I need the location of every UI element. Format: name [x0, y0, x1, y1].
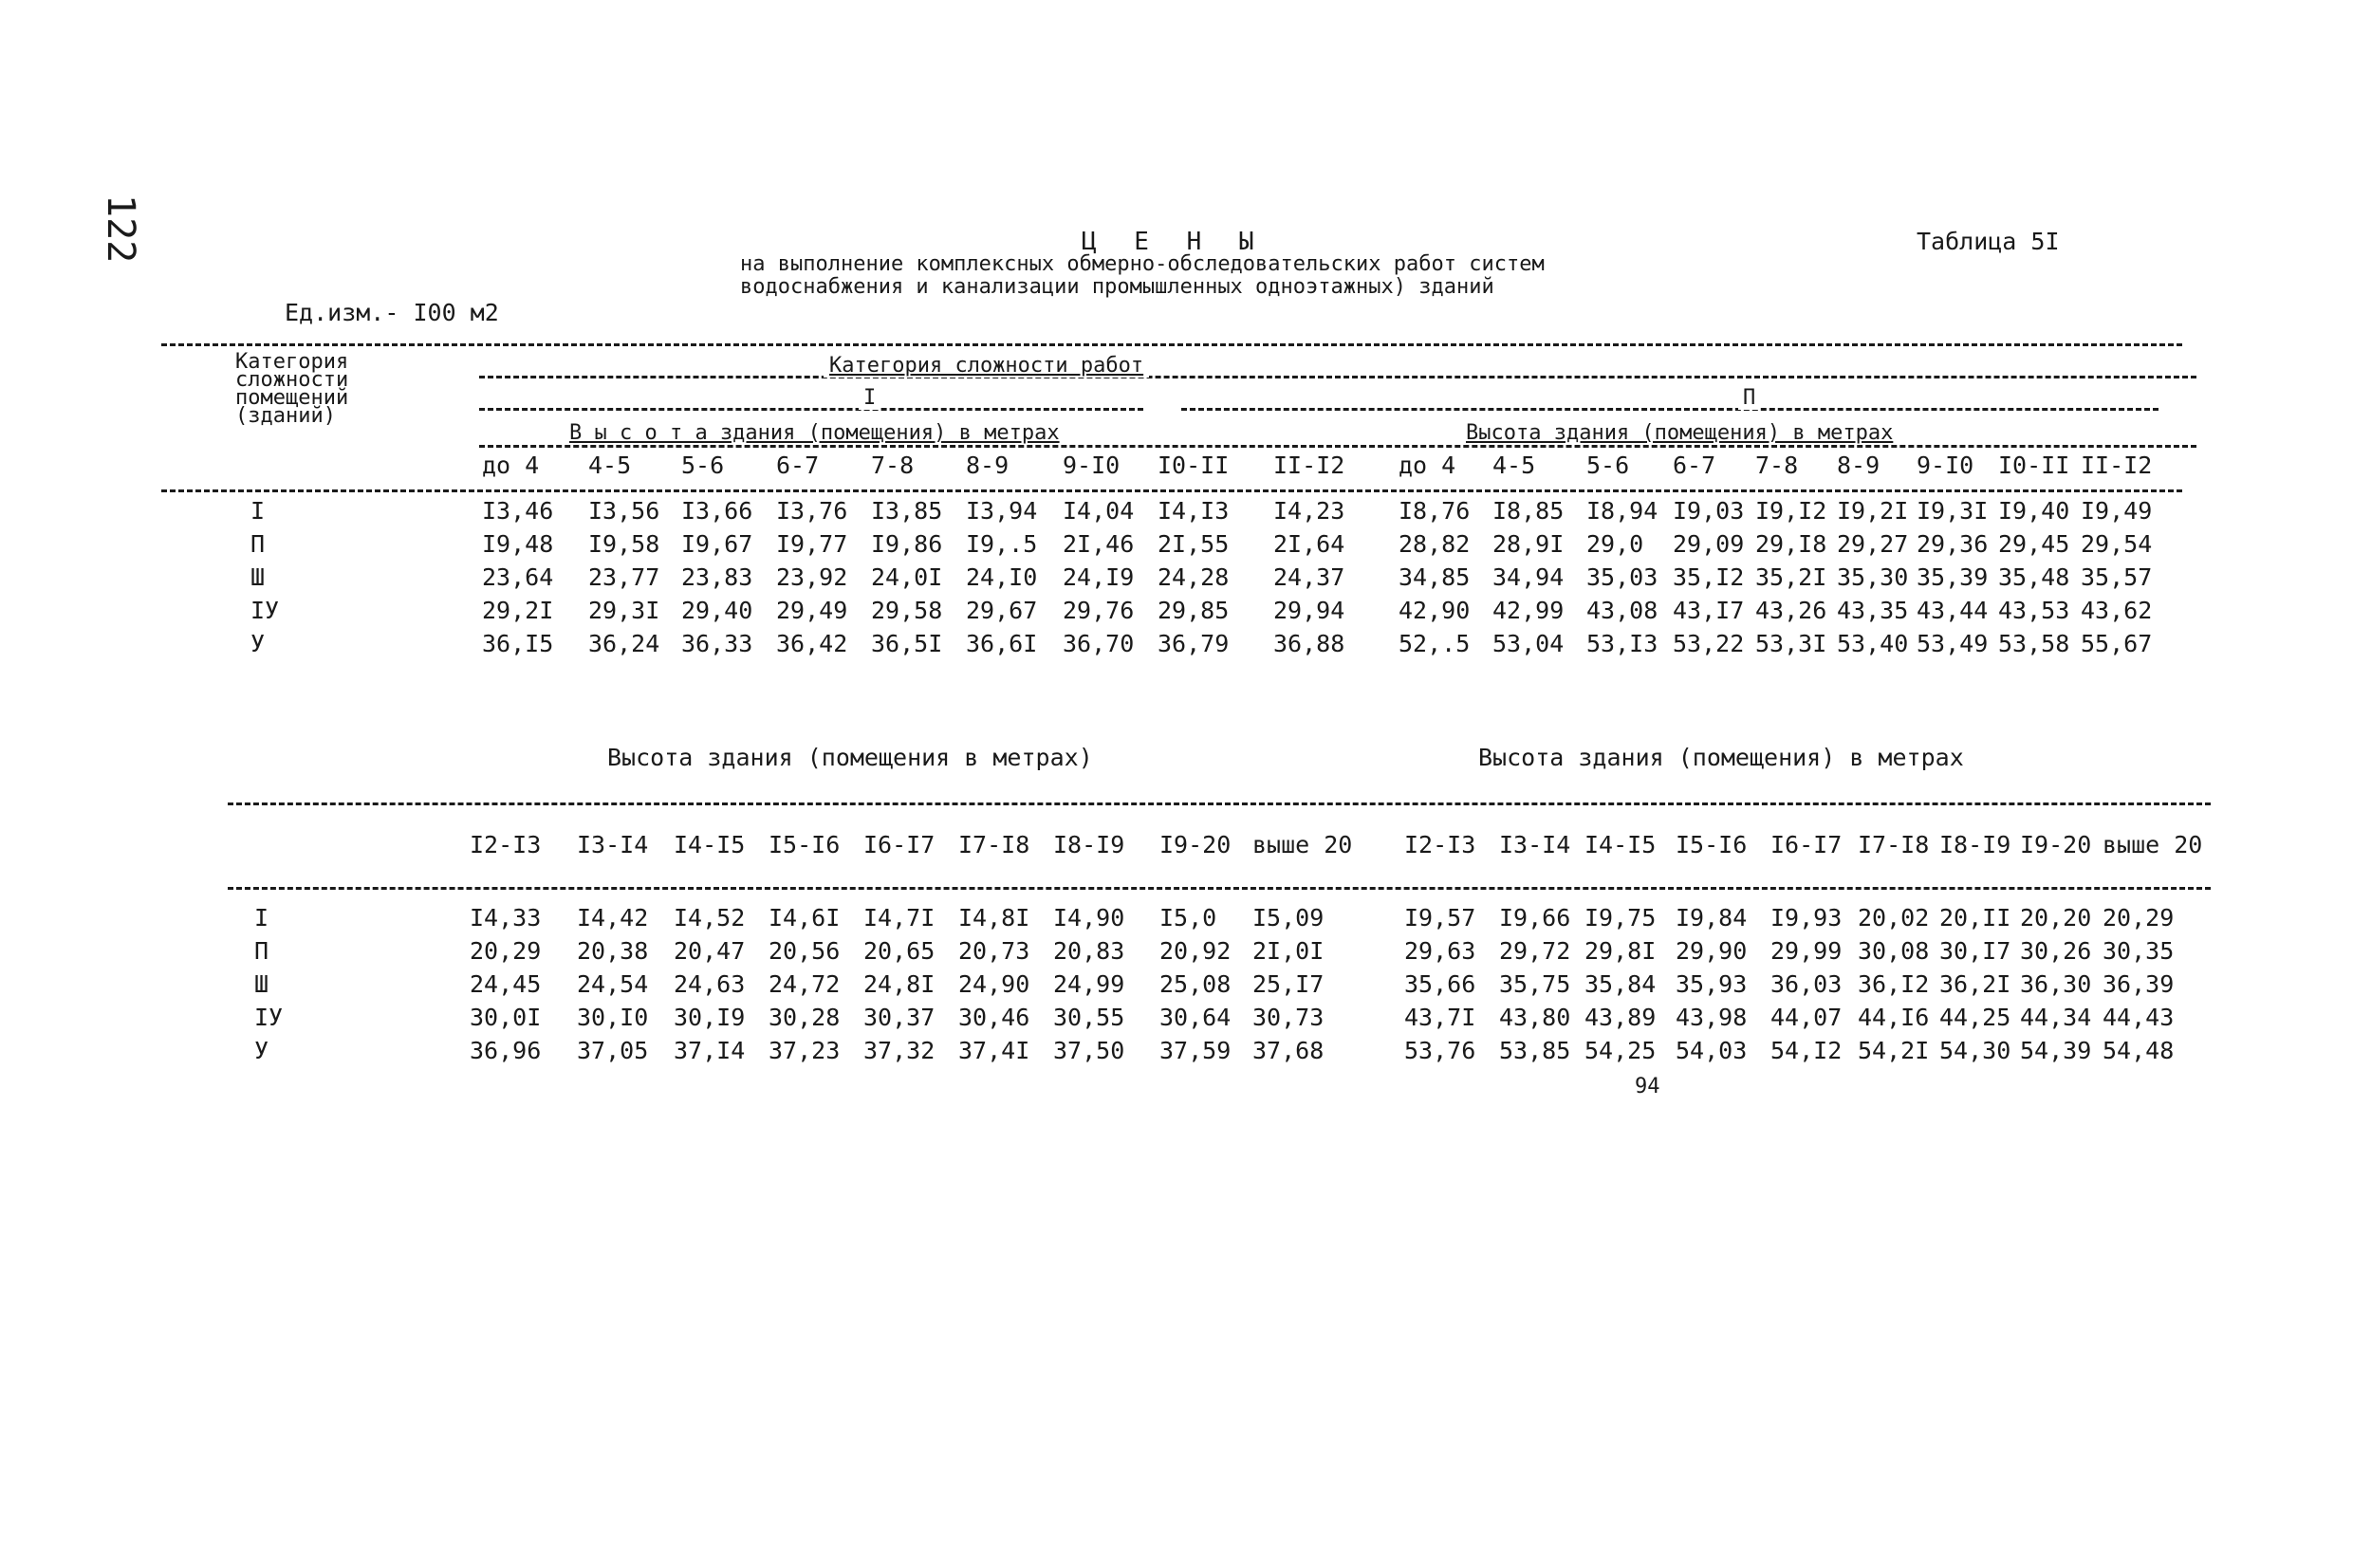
table-cell: 20,29	[2103, 904, 2175, 932]
table-cell: 53,40	[1837, 630, 1909, 657]
table-cell: 35,2I	[1755, 563, 1827, 591]
table-cell: 43,7I	[1404, 1004, 1476, 1031]
table-cell: 24,72	[769, 970, 841, 998]
table-cell: 44,I6	[1858, 1004, 1930, 1031]
table-cell: 29,49	[776, 597, 848, 624]
table-cell: 36,03	[1770, 970, 1843, 998]
table-cell: I9,75	[1584, 904, 1657, 932]
table-cell: 54,30	[1939, 1037, 2011, 1064]
table-cell: 54,39	[2020, 1037, 2092, 1064]
table-cell: 36,I5	[482, 630, 554, 657]
table-cell: 34,94	[1492, 563, 1565, 591]
divider	[228, 802, 2211, 805]
group-1-label: I	[859, 386, 880, 410]
column-header: I9-20	[2020, 831, 2092, 858]
table-cell: 29,09	[1673, 530, 1745, 558]
height-label-group-2: Высота здания (помещения) в метрах	[1461, 421, 1898, 445]
table-cell: 29,27	[1837, 530, 1909, 558]
table-cell: I9,57	[1404, 904, 1476, 932]
table-cell: 44,07	[1770, 1004, 1843, 1031]
table-cell: 20,47	[674, 937, 746, 965]
table-cell: 29,76	[1063, 597, 1135, 624]
table-cell: I4,I3	[1158, 497, 1230, 525]
table-cell: I9,86	[871, 530, 943, 558]
divider	[228, 887, 2211, 890]
table-cell: 29,36	[1917, 530, 1989, 558]
table-cell: 36,2I	[1939, 970, 2011, 998]
row-label: Ш	[250, 563, 266, 591]
table-cell: 30,55	[1053, 1004, 1125, 1031]
table-cell: 29,94	[1273, 597, 1345, 624]
table-cell: 20,56	[769, 937, 841, 965]
table-cell: 20,65	[863, 937, 936, 965]
table-cell: I4,42	[577, 904, 649, 932]
table-cell: I9,84	[1676, 904, 1748, 932]
column-header: I3-I4	[577, 831, 649, 858]
table-cell: 23,83	[681, 563, 753, 591]
table-cell: 29,I8	[1755, 530, 1827, 558]
table-cell: 37,05	[577, 1037, 649, 1064]
table-cell: 35,93	[1676, 970, 1748, 998]
column-header: I4-I5	[674, 831, 746, 858]
table-cell: I4,90	[1053, 904, 1125, 932]
column-header: 6-7	[776, 452, 820, 479]
table-cell: 29,72	[1499, 937, 1571, 965]
bottom-heading-right: Высота здания (помещения) в метрах	[1478, 744, 1964, 771]
table-cell: 53,76	[1404, 1037, 1476, 1064]
table-cell: 23,77	[588, 563, 660, 591]
table-cell: 35,84	[1584, 970, 1657, 998]
table-cell: 30,28	[769, 1004, 841, 1031]
height-label-group-1: В ы с о т а здания (помещения) в метрах	[565, 421, 1065, 445]
page-number: 122	[99, 194, 142, 264]
table-cell: 53,58	[1998, 630, 2070, 657]
table-cell: 29,54	[2081, 530, 2153, 558]
divider	[1181, 408, 2158, 411]
table-cell: 43,53	[1998, 597, 2070, 624]
table-cell: 30,35	[2103, 937, 2175, 965]
table-cell: 30,26	[2020, 937, 2092, 965]
table-cell: 36,39	[2103, 970, 2175, 998]
column-header: I9-20	[1159, 831, 1232, 858]
table-cell: 37,I4	[674, 1037, 746, 1064]
table-cell: 53,49	[1917, 630, 1989, 657]
table-cell: I3,94	[966, 497, 1038, 525]
table-cell: 20,20	[2020, 904, 2092, 932]
column-header: 5-6	[681, 452, 725, 479]
page-title: Ц Е Н Ы	[1082, 228, 1266, 256]
table-cell: 43,26	[1755, 597, 1827, 624]
divider	[161, 343, 2182, 346]
table-cell: 36,96	[470, 1037, 542, 1064]
column-header: 8-9	[966, 452, 1010, 479]
table-cell: 36,33	[681, 630, 753, 657]
table-cell: I4,33	[470, 904, 542, 932]
table-cell: 29,99	[1770, 937, 1843, 965]
table-cell: 30,I7	[1939, 937, 2011, 965]
column-header: 8-9	[1837, 452, 1881, 479]
table-cell: 25,I7	[1252, 970, 1325, 998]
table-cell: 2I,55	[1158, 530, 1230, 558]
table-cell: I3,76	[776, 497, 848, 525]
table-cell: 36,6I	[966, 630, 1038, 657]
table-cell: 35,57	[2081, 563, 2153, 591]
table-cell: 24,90	[958, 970, 1030, 998]
table-cell: I9,93	[1770, 904, 1843, 932]
row-label: I	[250, 497, 266, 525]
row-label: П	[254, 937, 269, 965]
table-cell: 37,59	[1159, 1037, 1232, 1064]
table-cell: I3,66	[681, 497, 753, 525]
table-cell: 43,35	[1837, 597, 1909, 624]
column-header: 9-I0	[1917, 452, 1974, 479]
table-cell: I9,49	[2081, 497, 2153, 525]
column-header: I7-I8	[958, 831, 1030, 858]
table-cell: 53,I3	[1586, 630, 1658, 657]
table-cell: I9,.5	[966, 530, 1038, 558]
column-header: 7-8	[1755, 452, 1799, 479]
table-cell: 29,2I	[482, 597, 554, 624]
table-cell: 43,89	[1584, 1004, 1657, 1031]
column-header: I5-I6	[769, 831, 841, 858]
row-label: П	[250, 530, 266, 558]
row-label: Ш	[254, 970, 269, 998]
table-cell: 24,8I	[863, 970, 936, 998]
column-header: I0-II	[1998, 452, 2070, 479]
table-cell: 43,80	[1499, 1004, 1571, 1031]
column-header: I6-I7	[1770, 831, 1843, 858]
table-cell: 28,9I	[1492, 530, 1565, 558]
table-cell: I9,58	[588, 530, 660, 558]
table-cell: I4,6I	[769, 904, 841, 932]
table-cell: 23,92	[776, 563, 848, 591]
table-cell: 36,30	[2020, 970, 2092, 998]
table-cell: 44,43	[2103, 1004, 2175, 1031]
table-cell: 43,44	[1917, 597, 1989, 624]
table-cell: 29,45	[1998, 530, 2070, 558]
table-cell: 36,I2	[1858, 970, 1930, 998]
table-cell: 44,34	[2020, 1004, 2092, 1031]
table-cell: 24,28	[1158, 563, 1230, 591]
column-header: выше 20	[2103, 831, 2203, 858]
column-header: I3-I4	[1499, 831, 1571, 858]
table-cell: 53,04	[1492, 630, 1565, 657]
table-cell: I9,66	[1499, 904, 1571, 932]
table-cell: 24,37	[1273, 563, 1345, 591]
column-header: 9-I0	[1063, 452, 1121, 479]
column-header: 4-5	[588, 452, 632, 479]
table-cell: I5,09	[1252, 904, 1325, 932]
column-header: 6-7	[1673, 452, 1716, 479]
table-cell: I9,I2	[1755, 497, 1827, 525]
table-cell: 35,I2	[1673, 563, 1745, 591]
table-cell: 29,0	[1586, 530, 1644, 558]
table-cell: 36,5I	[871, 630, 943, 657]
row-header: Категория сложности помещений (зданий)	[235, 350, 349, 428]
table-cell: 29,3I	[588, 597, 660, 624]
table-cell: I9,77	[776, 530, 848, 558]
table-cell: 29,8I	[1584, 937, 1657, 965]
column-header: I0-II	[1158, 452, 1230, 479]
table-cell: I8,94	[1586, 497, 1658, 525]
table-label: Таблица 5I	[1917, 228, 2060, 255]
table-cell: 43,98	[1676, 1004, 1748, 1031]
table-cell: 37,32	[863, 1037, 936, 1064]
table-cell: 30,46	[958, 1004, 1030, 1031]
table-cell: 20,92	[1159, 937, 1232, 965]
table-cell: I4,23	[1273, 497, 1345, 525]
table-cell: 29,85	[1158, 597, 1230, 624]
table-cell: I9,40	[1998, 497, 2070, 525]
work-complexity-label: Категория сложности работ	[824, 354, 1149, 378]
table-cell: 30,64	[1159, 1004, 1232, 1031]
table-cell: 36,24	[588, 630, 660, 657]
table-cell: 42,90	[1399, 597, 1471, 624]
table-cell: 30,I9	[674, 1004, 746, 1031]
table-cell: 24,45	[470, 970, 542, 998]
divider	[161, 489, 2182, 492]
row-label: У	[254, 1037, 269, 1064]
table-cell: 35,03	[1586, 563, 1658, 591]
table-cell: 20,83	[1053, 937, 1125, 965]
column-header: I4-I5	[1584, 831, 1657, 858]
table-cell: 29,58	[871, 597, 943, 624]
column-header: I7-I8	[1858, 831, 1930, 858]
table-cell: 24,54	[577, 970, 649, 998]
table-cell: I4,8I	[958, 904, 1030, 932]
table-cell: 53,3I	[1755, 630, 1827, 657]
table-cell: 43,62	[2081, 597, 2153, 624]
column-header: II-I2	[1273, 452, 1345, 479]
table-cell: 25,08	[1159, 970, 1232, 998]
table-cell: 20,38	[577, 937, 649, 965]
table-cell: I8,76	[1399, 497, 1471, 525]
table-cell: 20,29	[470, 937, 542, 965]
table-cell: 23,64	[482, 563, 554, 591]
table-cell: 36,42	[776, 630, 848, 657]
row-label: IУ	[254, 1004, 284, 1031]
table-cell: I3,85	[871, 497, 943, 525]
table-cell: 30,08	[1858, 937, 1930, 965]
table-cell: 29,67	[966, 597, 1038, 624]
table-cell: 20,II	[1939, 904, 2011, 932]
table-cell: 2I,46	[1063, 530, 1135, 558]
table-cell: 24,0I	[871, 563, 943, 591]
divider	[479, 408, 1143, 411]
table-cell: 54,03	[1676, 1037, 1748, 1064]
table-cell: 29,40	[681, 597, 753, 624]
table-cell: 29,90	[1676, 937, 1748, 965]
row-label: I	[254, 904, 269, 932]
column-header: I5-I6	[1676, 831, 1748, 858]
table-cell: 54,25	[1584, 1037, 1657, 1064]
table-cell: 35,66	[1404, 970, 1476, 998]
column-header: 4-5	[1492, 452, 1536, 479]
table-cell: 24,63	[674, 970, 746, 998]
table-cell: 55,67	[2081, 630, 2153, 657]
table-cell: 24,I9	[1063, 563, 1135, 591]
table-cell: 36,79	[1158, 630, 1230, 657]
table-cell: 35,48	[1998, 563, 2070, 591]
divider	[479, 376, 2196, 378]
table-cell: 54,I2	[1770, 1037, 1843, 1064]
row-label: У	[250, 630, 266, 657]
table-cell: 44,25	[1939, 1004, 2011, 1031]
table-cell: I9,2I	[1837, 497, 1909, 525]
table-cell: 20,02	[1858, 904, 1930, 932]
table-cell: 24,I0	[966, 563, 1038, 591]
table-cell: 35,75	[1499, 970, 1571, 998]
table-cell: I4,7I	[863, 904, 936, 932]
subtitle-line-2: водоснабжения и канализации промышленных одноэтажных) зданий	[740, 275, 1494, 299]
divider	[479, 445, 2196, 448]
table-cell: 36,70	[1063, 630, 1135, 657]
table-cell: 35,30	[1837, 563, 1909, 591]
table-cell: 28,82	[1399, 530, 1471, 558]
table-cell: 37,23	[769, 1037, 841, 1064]
table-cell: I4,52	[674, 904, 746, 932]
table-cell: I3,46	[482, 497, 554, 525]
table-cell: 24,99	[1053, 970, 1125, 998]
table-cell: 37,50	[1053, 1037, 1125, 1064]
table-cell: 2I,0I	[1252, 937, 1325, 965]
column-header: до 4	[482, 452, 540, 479]
table-cell: I9,03	[1673, 497, 1745, 525]
table-cell: 42,99	[1492, 597, 1565, 624]
table-cell: 29,63	[1404, 937, 1476, 965]
group-2-label: П	[1738, 386, 1760, 410]
table-cell: 53,22	[1673, 630, 1745, 657]
row-label: IУ	[250, 597, 280, 624]
table-cell: I3,56	[588, 497, 660, 525]
unit-label: Ед.изм.- I00 м2	[285, 299, 499, 326]
table-cell: 52,.5	[1399, 630, 1471, 657]
column-header: 5-6	[1586, 452, 1630, 479]
table-cell: 20,73	[958, 937, 1030, 965]
table-cell: I9,3I	[1917, 497, 1989, 525]
table-cell: 30,37	[863, 1004, 936, 1031]
table-cell: I5,0	[1159, 904, 1217, 932]
table-cell: I9,67	[681, 530, 753, 558]
table-cell: 36,88	[1273, 630, 1345, 657]
column-header: II-I2	[2081, 452, 2153, 479]
table-cell: 53,85	[1499, 1037, 1571, 1064]
table-cell: I4,04	[1063, 497, 1135, 525]
table-cell: 30,I0	[577, 1004, 649, 1031]
table-cell: 2I,64	[1273, 530, 1345, 558]
table-cell: 34,85	[1399, 563, 1471, 591]
column-header: I2-I3	[470, 831, 542, 858]
table-cell: 43,I7	[1673, 597, 1745, 624]
table-cell: 54,48	[2103, 1037, 2175, 1064]
table-cell: I9,48	[482, 530, 554, 558]
table-cell: I8,85	[1492, 497, 1565, 525]
subtitle-line-1: на выполнение комплексных обмерно-обследовательских работ систем	[740, 252, 1545, 276]
column-header: до 4	[1399, 452, 1456, 479]
table-cell: 30,73	[1252, 1004, 1325, 1031]
table-cell: 54,2I	[1858, 1037, 1930, 1064]
column-header: I2-I3	[1404, 831, 1476, 858]
table-cell: 35,39	[1917, 563, 1989, 591]
column-header: I8-I9	[1939, 831, 2011, 858]
table-cell: 43,08	[1586, 597, 1658, 624]
table-cell: 37,4I	[958, 1037, 1030, 1064]
table-cell: 37,68	[1252, 1037, 1325, 1064]
footer-number: 94	[1635, 1075, 1660, 1098]
bottom-heading-left: Высота здания (помещения в метрах)	[607, 744, 1093, 771]
column-header: I6-I7	[863, 831, 936, 858]
column-header: I8-I9	[1053, 831, 1125, 858]
table-cell: 30,0I	[470, 1004, 542, 1031]
column-header: 7-8	[871, 452, 915, 479]
column-header: выше 20	[1252, 831, 1353, 858]
